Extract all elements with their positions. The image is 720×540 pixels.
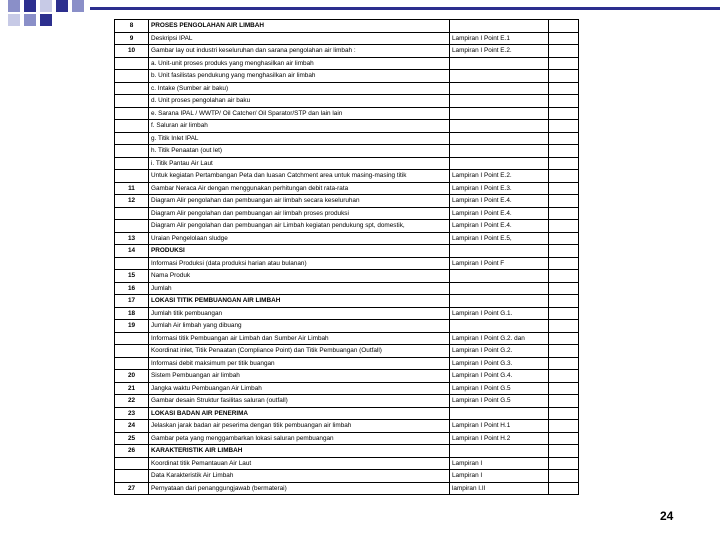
empty-cell [549, 457, 579, 470]
table-row [115, 307, 579, 320]
row-reference [450, 407, 549, 420]
row-reference: Lampiran I Point E.5, [450, 232, 549, 245]
empty-cell [549, 320, 579, 333]
table-row [115, 220, 579, 233]
row-reference: Lampiran I Point E.2. [450, 170, 549, 183]
row-reference: Lampiran I Point H.1 [450, 420, 549, 433]
row-description: Jelaskan jarak badan air peserima dengan titik pembuangan air limbah [149, 420, 450, 433]
table-row [115, 432, 579, 445]
document-table [114, 19, 579, 495]
table-row [115, 207, 579, 220]
row-description: g. Titik Inlet IPAL [149, 132, 450, 145]
empty-cell [549, 407, 579, 420]
row-description: f. Saluran air limbah [149, 120, 450, 133]
row-reference: Lampiran I Point G.2. [450, 345, 549, 358]
row-number: 21 [115, 382, 149, 395]
row-reference: Lampiran I Point E.1 [450, 32, 549, 45]
row-description: Jumlah [149, 282, 450, 295]
empty-cell [549, 245, 579, 258]
table-row [115, 245, 579, 258]
table-row [115, 332, 579, 345]
table-row [115, 357, 579, 370]
deco-square [40, 0, 52, 12]
row-description: Pernyataan dari penanggungjawab (bermaterai) [149, 482, 450, 495]
empty-cell [549, 132, 579, 145]
row-number: 23 [115, 407, 149, 420]
row-reference [450, 95, 549, 108]
empty-cell [549, 395, 579, 408]
row-number [115, 57, 149, 70]
row-description: Gambar Neraca Air dengan menggunakan perhitungan debit rata-rata [149, 182, 450, 195]
row-reference: Lampiran I Point E.4. [450, 207, 549, 220]
deco-square [24, 0, 36, 12]
row-number: 25 [115, 432, 149, 445]
row-description: Untuk kegiatan Pertambangan Peta dan luasan Catchment area untuk masing-masing titik [149, 170, 450, 183]
table-row [115, 445, 579, 458]
table-row [115, 407, 579, 420]
table-row [115, 195, 579, 208]
table-body [115, 20, 579, 495]
table-row [115, 82, 579, 95]
empty-cell [549, 107, 579, 120]
row-number: 12 [115, 195, 149, 208]
table-row [115, 20, 579, 33]
row-reference: Lampiran I [450, 457, 549, 470]
row-description: Informasi titik Pembuangan air Limbah dan Sumber Air Limbah [149, 332, 450, 345]
row-number [115, 470, 149, 483]
row-number: 27 [115, 482, 149, 495]
row-reference: Lampiran I Point G.1. [450, 307, 549, 320]
row-number [115, 132, 149, 145]
row-number: 19 [115, 320, 149, 333]
row-number: 9 [115, 32, 149, 45]
row-description: Informasi debit maksimum per titik buangan [149, 357, 450, 370]
row-description: Informasi Produksi (data produksi harian atau bulanan) [149, 257, 450, 270]
empty-cell [549, 95, 579, 108]
row-reference [450, 320, 549, 333]
row-reference [450, 145, 549, 158]
table-row [115, 395, 579, 408]
table-row [115, 232, 579, 245]
page-number: 24 [660, 509, 674, 523]
empty-cell [549, 382, 579, 395]
empty-cell [549, 220, 579, 233]
table-row [115, 145, 579, 158]
empty-cell [549, 345, 579, 358]
row-description: Gambar lay out industri keseluruhan dan sarana pengolahan air limbah : [149, 45, 450, 58]
empty-cell [549, 70, 579, 83]
row-reference [450, 70, 549, 83]
table-row [115, 132, 579, 145]
row-description: a. Unit-unit proses produks yang menghasilkan air limbah [149, 57, 450, 70]
row-reference [450, 82, 549, 95]
row-reference [450, 132, 549, 145]
row-description: h. Titik Penaatan (out let) [149, 145, 450, 158]
table-row [115, 32, 579, 45]
table-row [115, 270, 579, 283]
section-heading: KARAKTERISTIK AIR LIMBAH [149, 445, 450, 458]
row-description: c. Intake (Sumber air baku) [149, 82, 450, 95]
empty-cell [549, 370, 579, 383]
empty-cell [549, 195, 579, 208]
row-description: e. Sarana IPAL / WWTP/ Oil Catcher/ Oil Sparator/STP dan lain lain [149, 107, 450, 120]
row-reference: Lampiran I Point E.4. [450, 195, 549, 208]
empty-cell [549, 157, 579, 170]
row-reference [450, 57, 549, 70]
row-reference: Lampiran I Point G.2. dan [450, 332, 549, 345]
table-row [115, 382, 579, 395]
empty-cell [549, 282, 579, 295]
deco-square [8, 14, 20, 26]
row-description: Jangka waktu Pembuangan Air Limbah [149, 382, 450, 395]
row-number [115, 345, 149, 358]
row-reference: Lampiran I Point E.3. [450, 182, 549, 195]
empty-cell [549, 332, 579, 345]
row-reference: Lampiran I Point H.2 [450, 432, 549, 445]
row-reference: lampiran I.II [450, 482, 549, 495]
row-number: 24 [115, 420, 149, 433]
section-heading: LOKASI BADAN AIR PENERIMA [149, 407, 450, 420]
empty-cell [549, 120, 579, 133]
row-reference [450, 445, 549, 458]
row-description: Koordinat titik Pemantauan Air Laut [149, 457, 450, 470]
row-number [115, 95, 149, 108]
row-number [115, 107, 149, 120]
row-reference [450, 157, 549, 170]
row-number: 13 [115, 232, 149, 245]
row-reference: Lampiran I [450, 470, 549, 483]
deco-square [72, 0, 84, 12]
deco-square [8, 0, 20, 12]
row-description: Diagram Alir pengolahan dan pembuangan air limbah proses produksi [149, 207, 450, 220]
row-number [115, 257, 149, 270]
empty-cell [549, 182, 579, 195]
empty-cell [549, 170, 579, 183]
empty-cell [549, 207, 579, 220]
empty-cell [549, 307, 579, 320]
empty-cell [549, 432, 579, 445]
row-reference [450, 120, 549, 133]
empty-cell [549, 470, 579, 483]
table-row [115, 57, 579, 70]
row-number [115, 82, 149, 95]
section-heading: LOKASI TITIK PEMBUANGAN AIR LIMBAH [149, 295, 450, 308]
row-number [115, 457, 149, 470]
table-row [115, 107, 579, 120]
row-number: 10 [115, 45, 149, 58]
row-number: 18 [115, 307, 149, 320]
table-row [115, 457, 579, 470]
row-number [115, 120, 149, 133]
row-reference [450, 107, 549, 120]
empty-cell [549, 357, 579, 370]
row-description: Jumlah Air limbah yang dibuang [149, 320, 450, 333]
section-heading: PRODUKSI [149, 245, 450, 258]
row-description: Deskripsi IPAL [149, 32, 450, 45]
row-description: d. Unit proses pengolahan air baku [149, 95, 450, 108]
empty-cell [549, 32, 579, 45]
table-row [115, 70, 579, 83]
row-number: 26 [115, 445, 149, 458]
table-row [115, 420, 579, 433]
row-description: Nama Produk [149, 270, 450, 283]
table-row [115, 482, 579, 495]
section-heading: PROSES PENGOLAHAN AIR LIMBAH [149, 20, 450, 33]
row-number [115, 220, 149, 233]
row-reference [450, 245, 549, 258]
row-number [115, 332, 149, 345]
row-number: 22 [115, 395, 149, 408]
row-reference: Lampiran I Point G.4. [450, 370, 549, 383]
empty-cell [549, 295, 579, 308]
empty-cell [549, 482, 579, 495]
row-description: i. Titik Pantau Air Laut [149, 157, 450, 170]
row-reference: Lampiran I Point G.3. [450, 357, 549, 370]
row-description: Gambar desain Struktur fasilitas saluran (outfall) [149, 395, 450, 408]
table-row [115, 257, 579, 270]
row-description: Diagram Alir pengolahan dan pembuangan air Limbah kegiatan pendukung spt, domestik, [149, 220, 450, 233]
deco-square [56, 0, 68, 12]
row-reference: Lampiran I Point G.5 [450, 395, 549, 408]
empty-cell [549, 232, 579, 245]
row-number [115, 70, 149, 83]
row-description: Gambar peta yang menggambarkan lokasi saluran pembuangan [149, 432, 450, 445]
row-description: Diagram Alir pengolahan dan pembuangan air limbah secara keseluruhan [149, 195, 450, 208]
table-row [115, 470, 579, 483]
row-reference: Lampiran I Point E.2. [450, 45, 549, 58]
table-row [115, 95, 579, 108]
table-row [115, 120, 579, 133]
table-row [115, 320, 579, 333]
empty-cell [549, 257, 579, 270]
row-reference [450, 282, 549, 295]
table-row [115, 370, 579, 383]
table-row [115, 295, 579, 308]
row-description: Data Karakteristik Air Limbah [149, 470, 450, 483]
row-reference: Lampiran I Point G.5 [450, 382, 549, 395]
row-number: 15 [115, 270, 149, 283]
row-reference: Lampiran I Point E.4. [450, 220, 549, 233]
empty-cell [549, 420, 579, 433]
table-row [115, 345, 579, 358]
empty-cell [549, 82, 579, 95]
empty-cell [549, 20, 579, 33]
row-description: Uraian Pengelolaan sludge [149, 232, 450, 245]
row-number: 8 [115, 20, 149, 33]
row-description: Koordinat inlet, Titik Penaatan (Compliance Point) dan Titik Pembuangan (Outfall) [149, 345, 450, 358]
empty-cell [549, 445, 579, 458]
row-number [115, 145, 149, 158]
row-number: 11 [115, 182, 149, 195]
row-reference [450, 295, 549, 308]
row-number [115, 170, 149, 183]
row-number [115, 207, 149, 220]
row-reference [450, 20, 549, 33]
empty-cell [549, 145, 579, 158]
table-row [115, 170, 579, 183]
empty-cell [549, 45, 579, 58]
table-row [115, 45, 579, 58]
row-number: 16 [115, 282, 149, 295]
row-number [115, 157, 149, 170]
row-description: Jumlah titik pembuangan [149, 307, 450, 320]
row-number: 20 [115, 370, 149, 383]
row-number: 14 [115, 245, 149, 258]
deco-square [40, 14, 52, 26]
row-reference: Lampiran I Point F [450, 257, 549, 270]
row-number [115, 357, 149, 370]
row-reference [450, 270, 549, 283]
row-description: Sistem Pembuangan air limbah [149, 370, 450, 383]
table-row [115, 182, 579, 195]
table-row [115, 282, 579, 295]
row-number: 17 [115, 295, 149, 308]
deco-square [24, 14, 36, 26]
deco-bar [90, 7, 720, 10]
table-row [115, 157, 579, 170]
empty-cell [549, 57, 579, 70]
empty-cell [549, 270, 579, 283]
row-description: b. Unit fasilistas pendukung yang menghasilkan air limbah [149, 70, 450, 83]
